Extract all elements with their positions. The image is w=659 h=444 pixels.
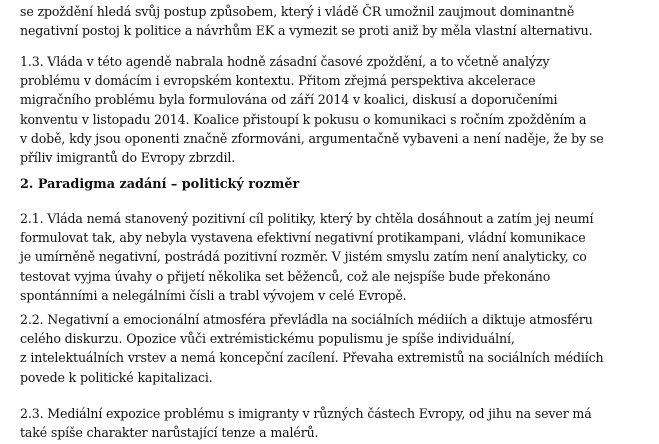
text-line: 2.3. Mediální expozice problému s imigranty v různých částech Evropy, od jihu na sever má xyxy=(20,406,592,421)
text-line: v době, kdy jsou oponenti značně zformováni, argumentačně vybaveni a není naděje, že by se xyxy=(20,130,604,146)
text-line: konventu v listopadu 2014. Koalice přistoupí k pokusu o komunikaci s ročním zpožděním a xyxy=(20,111,587,127)
text-line: spontánními a nelegálními čísli a trabl vývojem v celé Evropě. xyxy=(20,287,407,303)
text-line: 1.3. Vláda v této agendě nabrala hodně zásadní časové zpoždění, a to včetně analýzy xyxy=(20,54,550,69)
text-line: formulovat tak, aby nebyla vystavena efektivní negativní protikampani, vládní komunikace xyxy=(20,230,586,246)
paragraph-intro-continuation xyxy=(20,2,592,40)
text-line: testovat vyjma úvahy o přijetí několika set běženců, což ale nejspíše bude překonáno xyxy=(20,268,551,284)
text-line: také spíše charakter narůstající tenze a malérů. xyxy=(20,425,319,441)
text-line: se zpoždění hledá svůj postup způsobem, který i vládě ČR umožnil zaujmout dominantně xyxy=(20,4,575,19)
text-line: celého diskurzu. Opozice vůči extrémistickému populismu je spíše individuální, xyxy=(20,331,515,347)
text-line: příliv imigrantů do Evropy zbrzdil. xyxy=(20,150,236,166)
text-line: z intelektuálních vrstev a nemá koncepční zacílení. Převaha extremistů na sociálních médiích xyxy=(20,350,604,366)
text-line: 2.1. Vláda nemá stanovený pozitivní cíl politiky, který by chtěla dosáhnout a zatím jej neumí xyxy=(20,211,594,226)
text-line: 2.2. Negativní a emocionální atmosféra převládla na sociálních médiích a diktuje atmosféru xyxy=(20,312,593,327)
paragraph-section-2-1 xyxy=(20,209,593,305)
paragraph-section-2-2 xyxy=(20,310,603,387)
text-line: je umírněně negativní, postrádá pozitivní rozměr. V jistém smyslu zatím není analyticky, co xyxy=(20,249,587,265)
text-line: migračního problému byla formulována od září 2014 v koalici, diskusí a doporučeními xyxy=(20,92,558,108)
paragraph-section-2-3 xyxy=(20,404,592,442)
text-line: negativní postoj k politice a návrhům EK a vymezit se proti aniž by měla vlastní alternativu. xyxy=(20,23,593,39)
text-line: problému v domácím i evropském kontextu. Přitom zřejmá perspektiva akcelerace xyxy=(20,73,536,89)
section-heading: 2. Paradigma zadání – politický rozměr xyxy=(20,177,300,192)
text-line: povede k politické kapitalizaci. xyxy=(20,369,213,385)
paragraph-section-1-3 xyxy=(20,52,604,167)
